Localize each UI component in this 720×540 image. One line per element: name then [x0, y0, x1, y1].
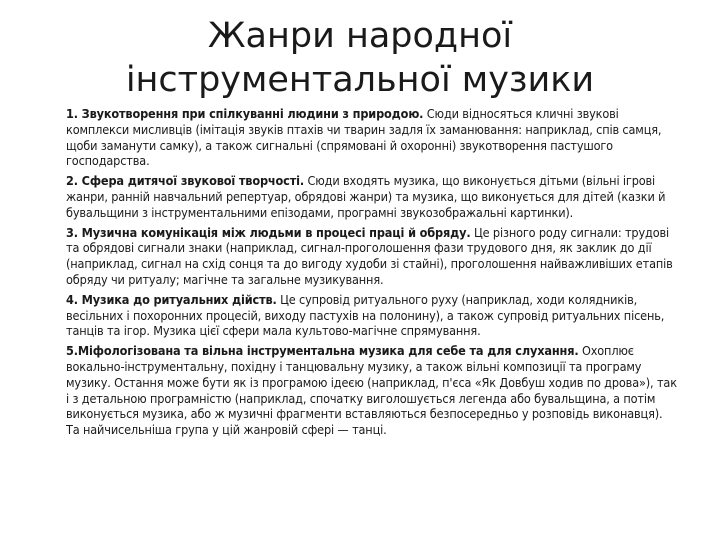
genre-heading-1: 1. Звукотворення при спілкуванні людини з природою.	[66, 106, 424, 121]
genre-paragraph-2	[66, 173, 678, 220]
genre-text-2: Сюди входять музика, що виконується дітьми (вільні ігрові жанри, ранній навчальний репертуар, обрядові жанри) та музика, що виконується для дітей (казки й бувальщини з інструментальними епізодами, програмні звукозображальні картинки).	[66, 173, 666, 220]
genre-heading-3: 3. Музична комунікація між людьми в процесі праці й обряду.	[66, 224, 471, 240]
genre-heading-2: 2. Сфера дитячої звукової творчості.	[66, 173, 305, 189]
genre-text-5: Охоплює вокально-інструментальну, похідну і танцювальну музику, а також вільні композиції та програму музику. Остання може бути як із програмою ідеєю (наприклад, п'єса «Як Довбуш ходив по дрова»), так і з детальною програмністю (наприклад, спочатку виголошується легенда або бувальщина, а потім виконується музика, або ж музичні фрагменти вставляються безпосередньо у розповідь виконавця). Та найчисельніша група у цій жанровій сфері — танці.	[66, 343, 677, 438]
slide-body	[66, 106, 678, 442]
genre-text-1: Сюди відносяться кличні звукові комплекси мисливців (імітація звуків птахів чи тварин задля їх заманювання: наприклад, спів самця, щоби заманути самку), а також сигнальні (спрямовані й охоронні) звукотворення пастушого господарства.	[66, 106, 662, 169]
genre-heading-5: 5.Міфологізована та вільна інструментальна музика для себе та для слухання.	[66, 343, 579, 359]
genre-paragraph-5	[66, 343, 678, 438]
genre-text-3: Це різного роду сигнали: трудові та обрядові сигнали знаки (наприклад, сигнал-проголошення фази трудового дня, як заклик до дії (наприклад, сигнал на схід сонця та до вигоду худоби зі стайні), проголошення найважливіших етапів обряду чи ритуалу; магічне та загальне музикування.	[66, 224, 673, 287]
genre-text-4: Це супровід ритуального руху (наприклад, ходи колядників, весільних і похоронних процесій, виходу пастухів на полонину), а також супровід ритуальних пісень, танців та ігор. Музика цієї сфери мала культово-магічне спрямування.	[66, 291, 665, 339]
genre-heading-4: 4. Музика до ритуальних дійств.	[66, 291, 277, 307]
genre-paragraph-3	[66, 225, 678, 288]
slide-title: Жанри народної інструментальної музики	[125, 16, 595, 100]
genre-paragraph-1	[66, 106, 678, 169]
genre-paragraph-4	[66, 292, 678, 339]
